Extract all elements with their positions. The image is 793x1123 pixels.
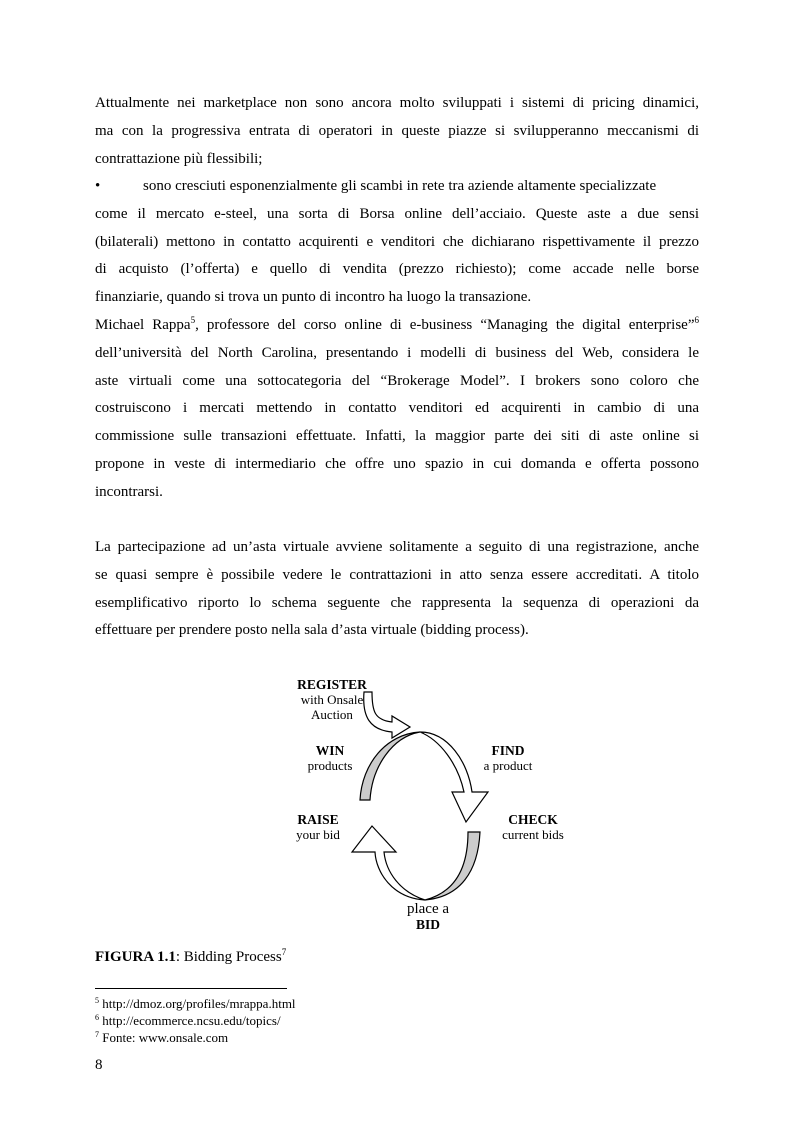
raise-label: [288, 812, 348, 842]
footnote-number: 6: [95, 1013, 99, 1022]
find-sub: a product: [483, 758, 533, 773]
text-line: finanziarie, quando si trova un punto di incontro ha luogo la transazione.: [95, 289, 532, 306]
check-arrow-icon: [425, 832, 480, 900]
text-line: (bilaterali) mettono in contatto acquirenti e venditori che dichiarano rispettivamente il prezzo: [95, 233, 699, 250]
footnote-ref: 6: [694, 315, 700, 325]
footnote-ref: 5: [190, 315, 196, 325]
register-sub1: with Onsale: [300, 692, 364, 707]
text-line: incontrarsi.: [95, 483, 163, 500]
register-label: [292, 677, 372, 722]
footnote-number: 5: [95, 996, 99, 1005]
find-title: FIND: [491, 743, 525, 758]
paragraph-rappa: [95, 312, 699, 507]
caption-text: : Bidding Process: [175, 949, 282, 965]
win-sub: products: [307, 758, 353, 773]
text-fragment: Michael Rappa: [95, 317, 191, 333]
check-sub: current bids: [502, 827, 564, 842]
check-label: [496, 812, 570, 842]
footnote-6: [95, 1013, 281, 1029]
footnote-text: Fonte: www.onsale.com: [99, 1030, 229, 1045]
place-bid-label: [398, 901, 458, 933]
text-line: effettuare per prendere posto nella sala d’asta virtuale (bidding process).: [95, 622, 529, 639]
register-title: REGISTER: [297, 677, 367, 692]
text-line: ma con la progressiva entrata di operatori in queste piazze si svilupperanno meccanismi di: [95, 122, 699, 139]
footnote-5: [95, 996, 296, 1012]
text-line: commissione sulle transazioni effettuate. Infatti, la maggior parte dei siti di aste online si: [95, 428, 699, 445]
text-line: come il mercato e-steel, una sorta di Borsa online dell’acciaio. Queste aste a due sensi: [95, 205, 699, 222]
bidding-process-diagram: [280, 672, 580, 937]
footnote-7: [95, 1030, 228, 1046]
raise-sub: your bid: [296, 827, 340, 842]
place-title: BID: [415, 917, 440, 932]
check-title: CHECK: [508, 812, 558, 827]
win-label: [300, 743, 360, 773]
text-line: [95, 173, 699, 201]
text-line: aste virtuali come una sottocategoria del “Brokerage Model”. I brokers sono coloro che: [95, 372, 699, 389]
text-line: [95, 312, 699, 340]
footnote-ref: 7: [281, 947, 287, 957]
text-line: di acquisto (l’offerta) e quello di vendita (prezzo richiesto); come accade nelle borse: [95, 261, 699, 278]
text-fragment: , professore del corso online di e-business “Managing the digital enterprise”: [195, 317, 695, 333]
footnote-divider: [95, 988, 287, 989]
text-line: Attualmente nei marketplace non sono ancora molto sviluppati i sistemi di pricing dinamici,: [95, 95, 699, 111]
paragraph-intro: [95, 90, 699, 173]
text-line: costruiscono i mercati mettendo in contatto venditori ed acquirenti in cambio di una: [95, 400, 699, 417]
register-sub2: Auction: [311, 707, 353, 722]
paragraph-registration: [95, 534, 699, 645]
bullet-paragraph: [95, 173, 699, 312]
raise-title: RAISE: [297, 812, 339, 827]
footnote-link[interactable]: http://ecommerce.ncsu.edu/topics/: [99, 1013, 281, 1028]
bullet-text: sono cresciuti esponenzialmente gli scambi in rete tra aziende altamente specializzate: [143, 178, 657, 194]
raise-arrow-icon: [352, 826, 425, 900]
page-number: 8: [95, 1057, 103, 1073]
find-label: [478, 743, 538, 773]
text-line: dell’università del North Carolina, presentando i modelli di business del Web, considera le: [95, 344, 699, 361]
win-title: WIN: [315, 743, 345, 758]
caption-label: FIGURA 1.1: [95, 949, 176, 965]
text-line: esemplificativo riporto lo schema seguente che rappresenta la sequenza di operazioni da: [95, 594, 699, 611]
bullet-icon: •: [95, 178, 101, 194]
text-line: contrattazione più flessibili;: [95, 150, 263, 167]
text-line: se quasi sempre è possibile vedere le contrattazioni in atto senza essere accreditati. A titolo: [95, 566, 699, 583]
text-line: propone in veste di intermediario che offre uno spazio in cui domanda e offerta possono: [95, 455, 699, 472]
figure-caption: [95, 949, 286, 966]
text-line: La partecipazione ad un’asta virtuale avviene solitamente a seguito di una registrazione, anche: [95, 539, 699, 555]
footnote-link[interactable]: http://dmoz.org/profiles/mrappa.html: [99, 996, 296, 1011]
footnote-number: 7: [95, 1030, 99, 1039]
place-sub: place a: [406, 901, 450, 917]
win-arrow-icon: [360, 732, 420, 800]
